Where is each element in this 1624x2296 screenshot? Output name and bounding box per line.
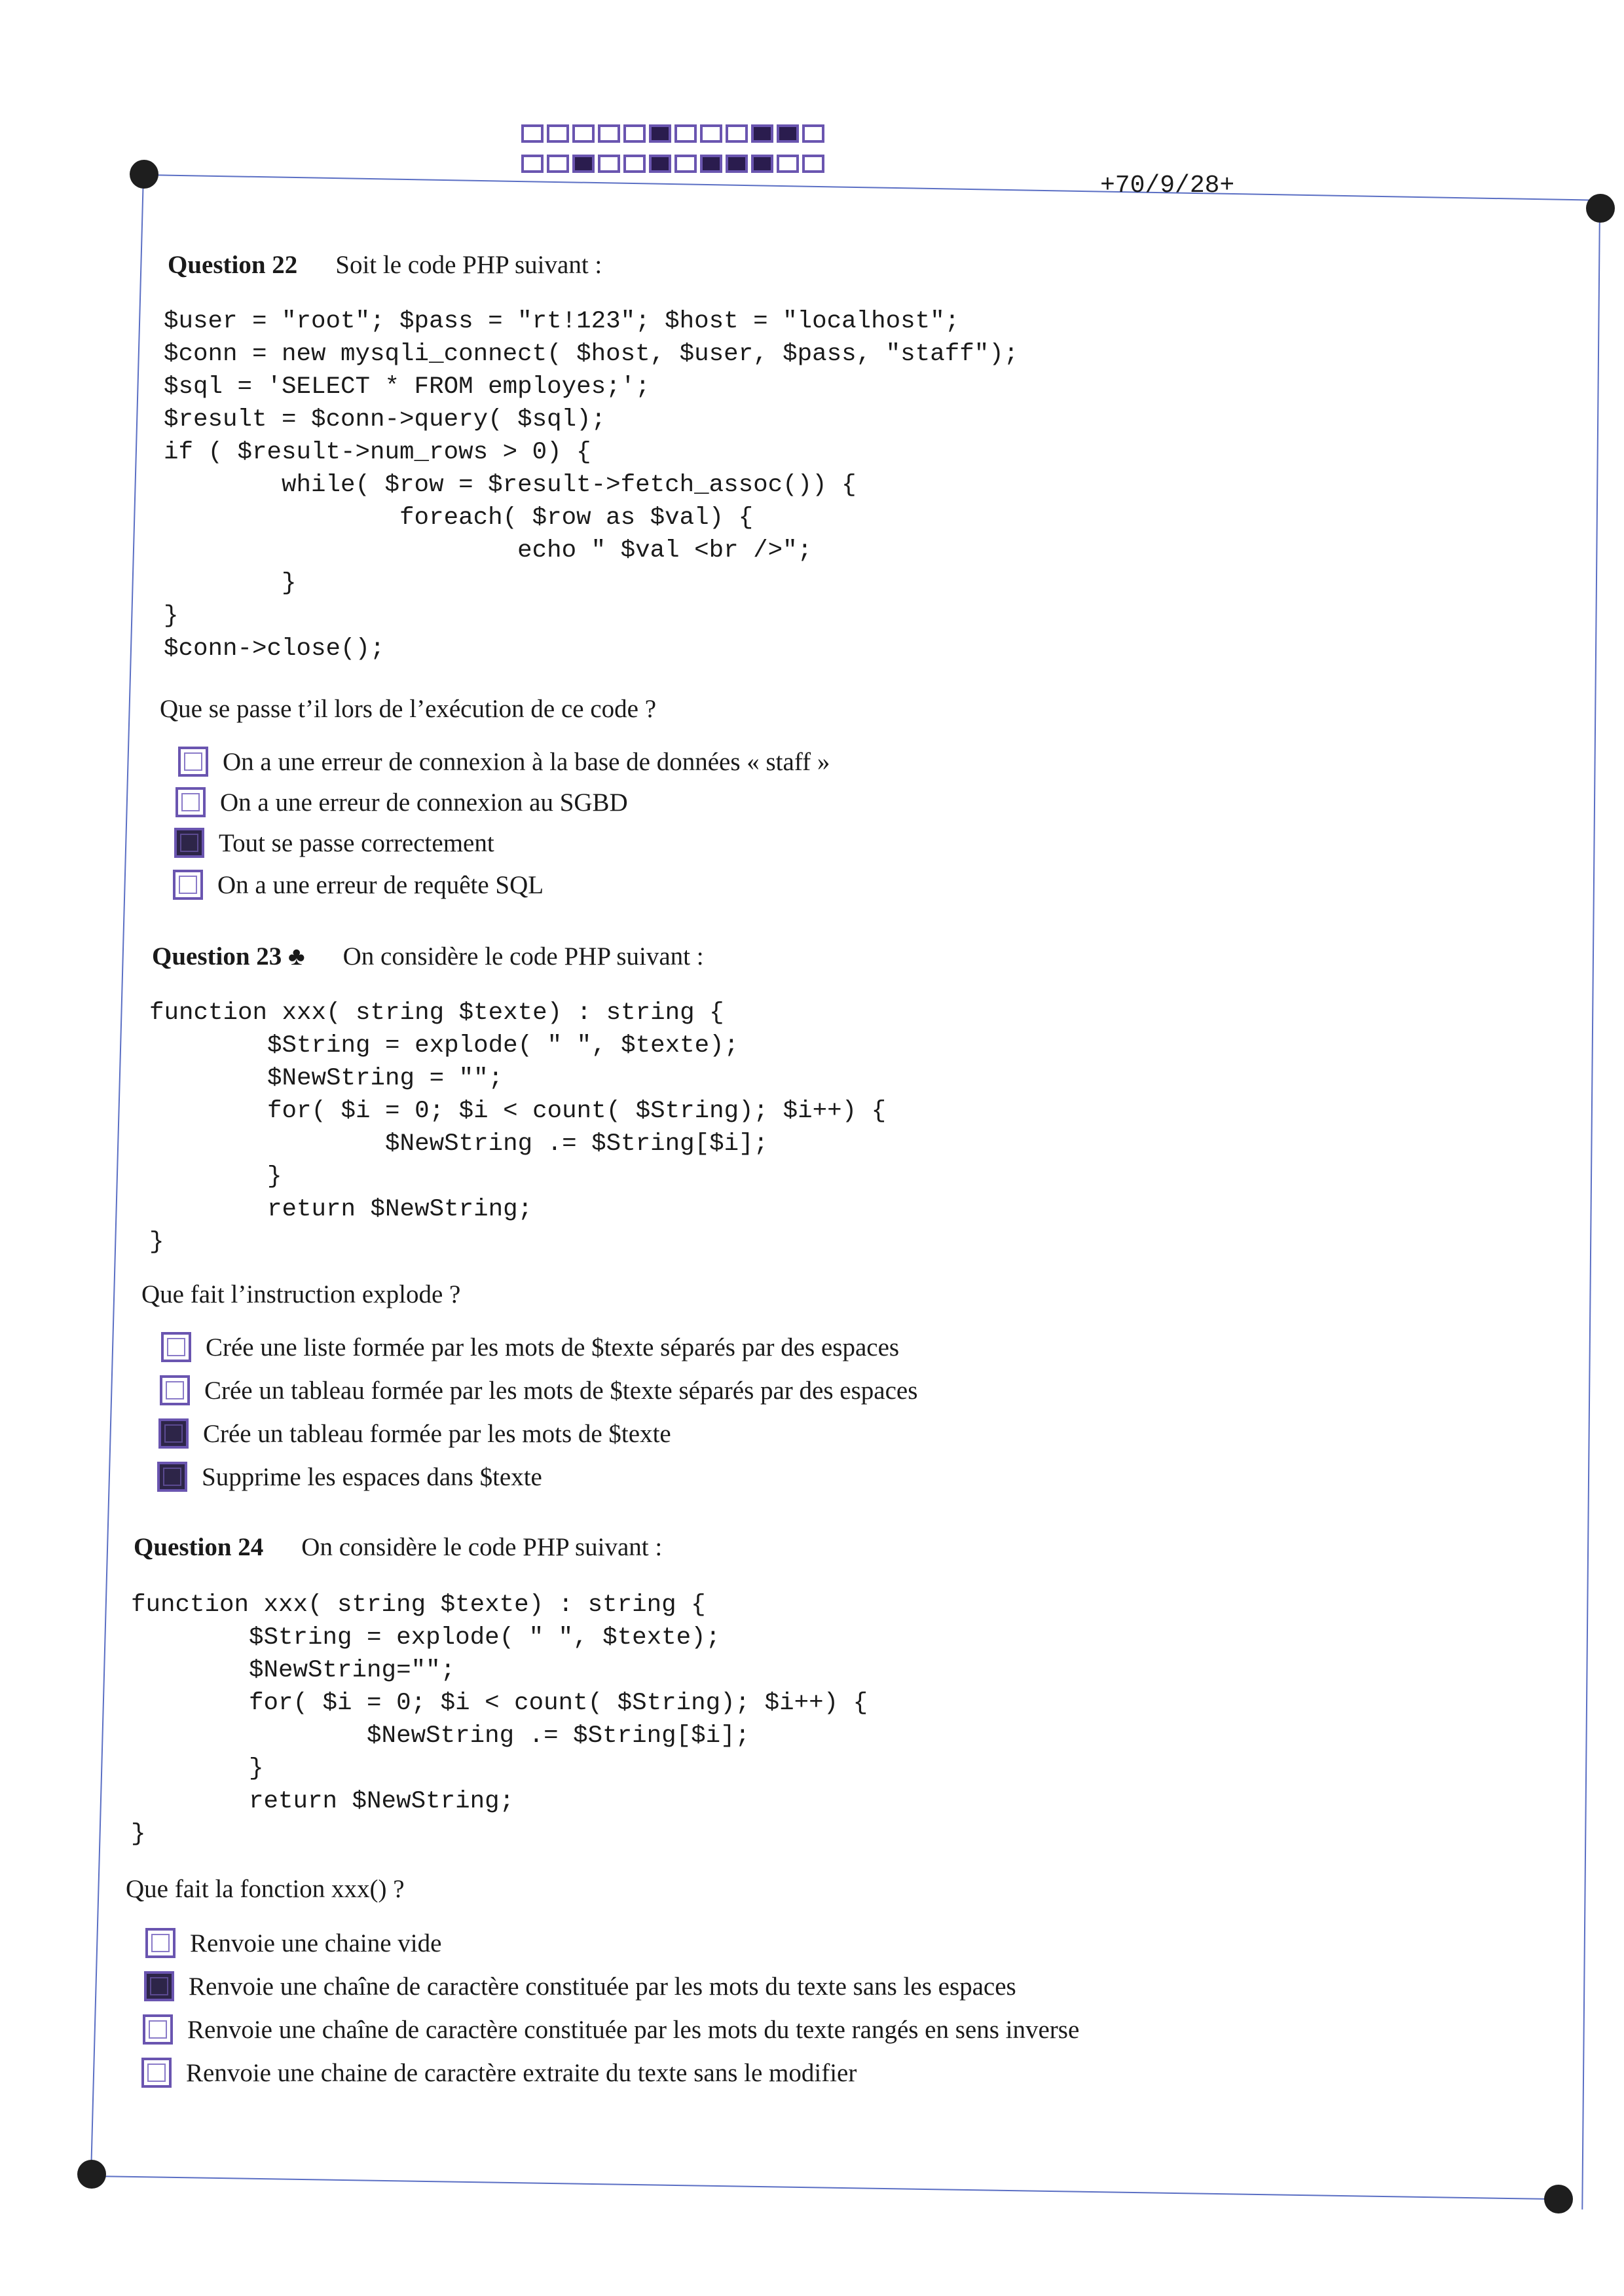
registration-dot-bottom-left [77,2160,106,2189]
question-23-header [152,942,704,971]
code-block: function xxx( string $texte) : string { $String = explode( " ", $texte); $NewString = ""; for( $i = 0; $i < count( $String); $i++) { $NewString .= $String[$i]; } return $NewString; } [149,999,887,1256]
answer-option[interactable] [178,747,830,777]
barcode-cell [751,155,773,173]
barcode-cell [547,155,569,173]
barcode-cell [623,124,646,143]
barcode-row-2 [521,155,824,173]
option-label: Supprime les espaces dans $texte [202,1462,542,1491]
barcode-cell [700,155,722,173]
frame-right-line [1581,204,1600,2210]
registration-dot-top-right [1586,194,1615,223]
checkbox[interactable] [158,1418,189,1449]
answer-option[interactable] [175,787,628,817]
question-prompt: Que fait la fonction xxx() ? [126,1875,405,1903]
answer-option[interactable] [157,1462,542,1492]
checkbox[interactable] [174,828,204,858]
code-block: $user = "root"; $pass = "rt!123"; $host = "localhost"; $conn = new mysqli_connect( $host, $user, $pass, "staff"); $sql = 'SELECT * FROM employes;'; $result = $conn->query( $sql); if ( $result->num_rows > 0) { while( $row = $result->fetch_assoc()) { foreach( $row as $val) { echo " $val <br />"; } } $conn->close(); [164,308,1019,663]
barcode-cell [726,124,748,143]
answer-option[interactable] [160,1375,917,1405]
question-prompt: Que se passe t’il lors de l’exécution de ce code ? [160,695,657,723]
barcode-cell [751,124,773,143]
barcode-cell [572,155,595,173]
answer-option[interactable] [143,2014,1079,2045]
answer-option[interactable] [173,870,544,900]
barcode-cell [726,155,748,173]
checkbox[interactable] [178,747,208,777]
checkbox[interactable] [143,2014,173,2045]
barcode-cell [649,124,671,143]
checkbox[interactable] [157,1462,187,1492]
answer-option[interactable] [174,828,494,858]
checkbox[interactable] [173,870,203,900]
option-label: Crée un tableau formée par les mots de $texte séparés par des espaces [204,1376,918,1405]
page-id: +70/9/28+ [1100,172,1235,200]
checkbox[interactable] [144,1971,174,2001]
barcode-cell [700,124,722,143]
option-label: Renvoie une chaine vide [190,1929,442,1957]
question-24-header [134,1532,662,1562]
option-label: Renvoie une chaine de caractère extraite du texte sans le modifier [186,2058,857,2087]
registration-dot-top-left [130,160,158,189]
question-22-header [168,250,602,280]
checkbox[interactable] [160,1375,190,1405]
registration-dot-bottom-right [1544,2185,1573,2213]
barcode-row-1 [521,124,824,143]
code-block: function xxx( string $texte) : string { $String = explode( " ", $texte); $NewString=""; for( $i = 0; $i < count( $String); $i++) { $NewString .= $String[$i]; } return $NewString; } [131,1591,868,1848]
question-number: Question 24 [134,1533,264,1561]
answer-option[interactable] [145,1928,441,1958]
question-intro: On considère le code PHP suivant : [342,942,704,971]
barcode-cell [674,155,697,173]
checkbox[interactable] [175,787,206,817]
question-number: Question 22 [168,251,298,279]
barcode-cell [802,155,824,173]
barcode-cell [674,124,697,143]
frame-top-line [144,174,1600,201]
question-number: Question 23 ♣ [152,942,305,971]
option-label: Crée une liste formée par les mots de $texte séparés par des espaces [206,1333,900,1361]
barcode-cell [547,124,569,143]
option-label: Tout se passe correctement [219,828,494,857]
checkbox[interactable] [145,1928,175,1958]
option-label: Crée un tableau formée par les mots de $texte [203,1419,671,1448]
barcode-cell [521,124,544,143]
barcode-cell [777,124,799,143]
barcode-cell [649,155,671,173]
barcode-cell [777,155,799,173]
option-label: Renvoie une chaîne de caractère constituée par les mots du texte rangés en sens inverse [187,2015,1080,2044]
option-label: On a une erreur de connexion au SGBD [220,788,628,817]
answer-option[interactable] [161,1332,899,1362]
barcode-cell [802,124,824,143]
question-prompt: Que fait l’instruction explode ? [141,1280,461,1308]
option-label: On a une erreur de connexion à la base de données « staff » [223,747,830,776]
option-label: Renvoie une chaîne de caractère constituée par les mots du texte sans les espaces [189,1972,1016,2001]
barcode-cell [598,155,620,173]
barcode-cell [598,124,620,143]
answer-option[interactable] [144,1971,1016,2001]
barcode-cell [521,155,544,173]
checkbox[interactable] [161,1332,191,1362]
barcode-cell [572,124,595,143]
option-label: On a une erreur de requête SQL [217,870,544,899]
frame-bottom-line [92,2176,1559,2200]
barcode-cell [623,155,646,173]
question-intro: On considère le code PHP suivant : [301,1533,663,1561]
answer-option[interactable] [141,2058,857,2088]
checkbox[interactable] [141,2058,172,2088]
question-intro: Soit le code PHP suivant : [335,251,602,279]
answer-option[interactable] [158,1418,671,1449]
